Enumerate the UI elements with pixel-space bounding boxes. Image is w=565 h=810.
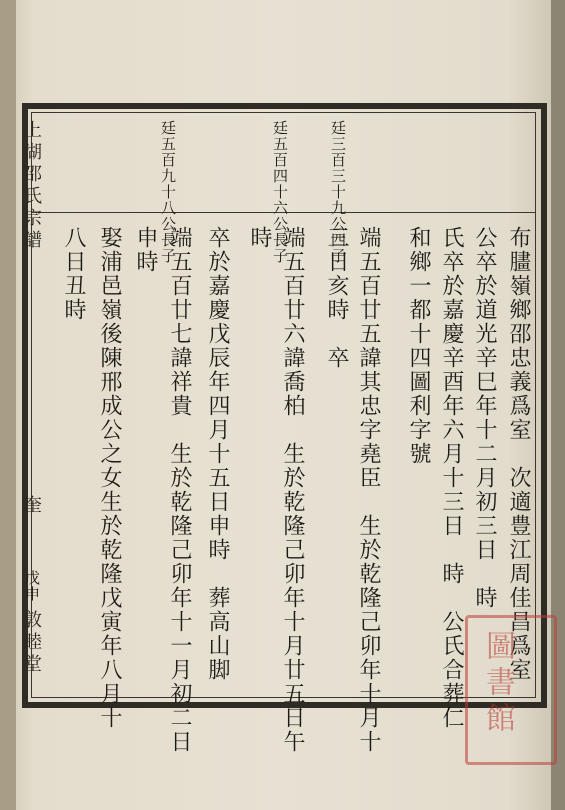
- banxin-page-number: 奎: [21, 495, 42, 517]
- text-column: 卒於嘉慶戊辰年四月十五日申時 葬高山脚: [205, 226, 230, 682]
- text-column: 時: [247, 226, 272, 250]
- text-column: 娶浦邑嶺後陳邢成公之女生於乾隆戊寅年八月十: [97, 226, 122, 730]
- text-column: 三日亥時 卒: [324, 226, 349, 370]
- text-column: 和鄉一都十四圖利字號: [406, 226, 431, 466]
- banxin-hall: 戊申: [23, 570, 41, 602]
- text-column: 端五百廿七諱祥貴 生於乾隆己卯年十一月初二日: [167, 226, 192, 754]
- text-column: 布䐸嶺鄉邵忠義爲室 次適豊江周佳昌爲室: [506, 226, 531, 682]
- banxin-title: 上湖邵氏宗譜: [21, 120, 42, 252]
- library-seal-text: 圖書館: [480, 630, 515, 738]
- text-column: 端五百廿六諱喬柏 生於乾隆己卯年十月廿五日午: [280, 226, 305, 754]
- upper-register-col: 廷五百九十八公長子: [159, 120, 177, 264]
- text-column: 氏卒於嘉慶辛酉年六月十三日 時 公氏合葬仁: [439, 226, 464, 730]
- upper-register-col: 廷五百四十六公長子: [271, 120, 289, 264]
- upper-register-col: 廷三百三十九公四子: [329, 120, 347, 264]
- text-column: 端五百廿五諱其忠字堯臣 生於乾隆己卯年十月十: [356, 226, 381, 754]
- banxin-hall-name: 敦睦堂: [21, 610, 42, 676]
- book-spine: [0, 0, 16, 810]
- text-column: 申時: [133, 226, 158, 274]
- text-column: 公卒於道光辛巳年十二月初三日 時: [472, 226, 497, 610]
- text-column: 八日丑時: [61, 226, 86, 322]
